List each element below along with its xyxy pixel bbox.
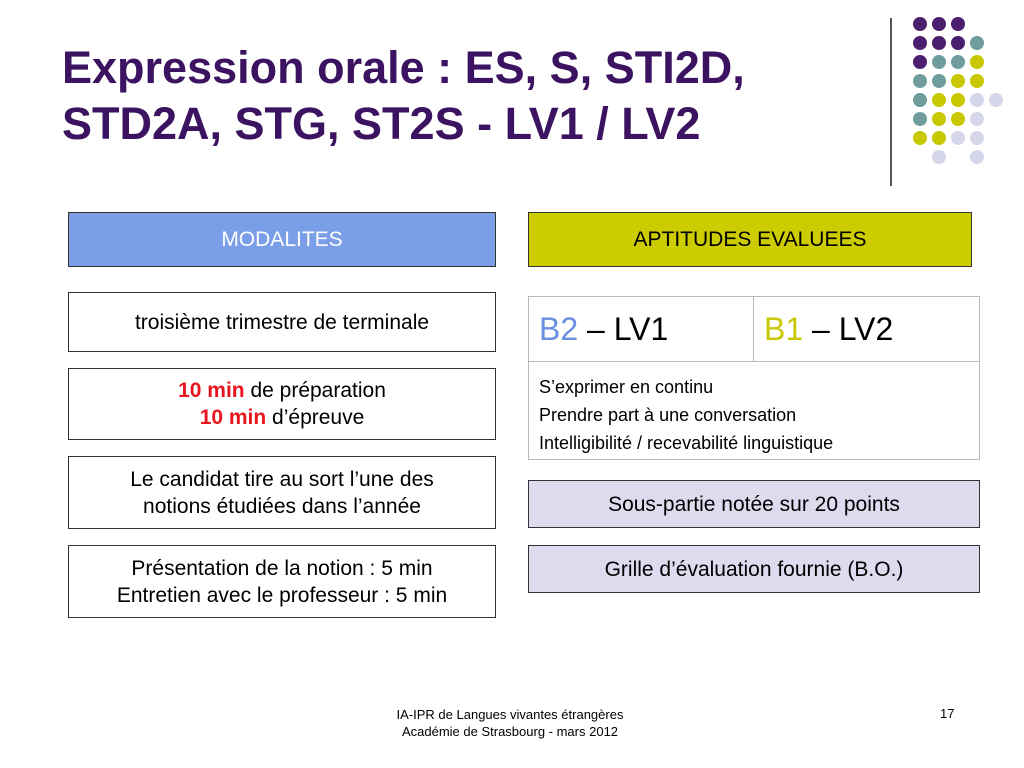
dot-icon [913, 17, 927, 31]
preparation-line [178, 377, 386, 404]
dot-icon [913, 93, 927, 107]
tirage-line-2: notions étudiées dans l’année [143, 494, 421, 518]
footer [330, 706, 690, 740]
slide-title: Expression orale : ES, S, STI2D, STD2A, STG, ST2S - LV1 / LV2 [62, 42, 745, 149]
list-item: S’exprimer en continu [539, 377, 714, 397]
dot-icon [932, 131, 946, 145]
dot-icon [970, 131, 984, 145]
dot-icon [951, 131, 965, 145]
lv2-level-cell [754, 297, 979, 361]
dot-icon [970, 150, 984, 164]
dot-icon [951, 17, 965, 31]
dot-icon [932, 112, 946, 126]
lv1-label: – LV1 [578, 310, 669, 347]
list-item: Prendre part à une conversation [539, 405, 797, 425]
epreuve-time: 10 min [199, 406, 267, 429]
presentation-line-1: Présentation de la notion : 5 min [131, 556, 433, 580]
dot-icon [913, 112, 927, 126]
dot-icon [932, 55, 946, 69]
vertical-divider [890, 18, 892, 186]
modalites-header: MODALITES [68, 212, 496, 267]
dot-icon [970, 55, 984, 69]
preparation-text: de préparation [244, 379, 386, 402]
dot-icon [970, 36, 984, 50]
tirage-line-1: Le candidat tire au sort l’une des [130, 467, 434, 491]
dot-icon [989, 93, 1003, 107]
grille-box: Grille d’évaluation fournie (B.O.) [528, 545, 980, 593]
levels-table [528, 296, 980, 460]
dot-icon [970, 112, 984, 126]
dot-icon [951, 93, 965, 107]
aptitudes-header: APTITUDES EVALUEES [528, 212, 972, 267]
tirage-box [68, 456, 496, 529]
dot-icon [932, 150, 946, 164]
dot-icon [951, 55, 965, 69]
dot-icon [913, 55, 927, 69]
notation-box: Sous-partie notée sur 20 points [528, 480, 980, 528]
timing-box [68, 368, 496, 440]
dot-icon [932, 36, 946, 50]
dot-icon [970, 74, 984, 88]
dot-icon [913, 36, 927, 50]
presentation-box [68, 545, 496, 618]
lv2-label: – LV2 [803, 310, 894, 347]
list-item: Intelligibilité / recevabilité linguistique [539, 433, 834, 453]
levels-header-row [529, 297, 979, 362]
page-number: 17 [940, 706, 955, 721]
preparation-time: 10 min [178, 379, 245, 402]
lv1-level: B2 [539, 310, 579, 347]
lv2-level: B1 [764, 310, 804, 347]
dot-icon [932, 93, 946, 107]
footer-line-1: IA-IPR de Langues vivantes étrangères [396, 707, 624, 722]
dot-icon [913, 74, 927, 88]
epreuve-line [200, 404, 365, 431]
trimestre-box: troisième trimestre de terminale [68, 292, 496, 352]
dot-icon [970, 93, 984, 107]
skills-list [539, 373, 833, 457]
dot-icon [932, 17, 946, 31]
footer-line-2: Académie de Strasbourg - mars 2012 [401, 724, 619, 739]
dot-icon [951, 74, 965, 88]
dot-icon [913, 131, 927, 145]
epreuve-text: d’épreuve [266, 406, 365, 429]
lv1-level-cell [529, 297, 754, 361]
dot-icon [951, 112, 965, 126]
presentation-line-2: Entretien avec le professeur : 5 min [116, 583, 448, 607]
dot-icon [951, 36, 965, 50]
dot-icon [932, 74, 946, 88]
